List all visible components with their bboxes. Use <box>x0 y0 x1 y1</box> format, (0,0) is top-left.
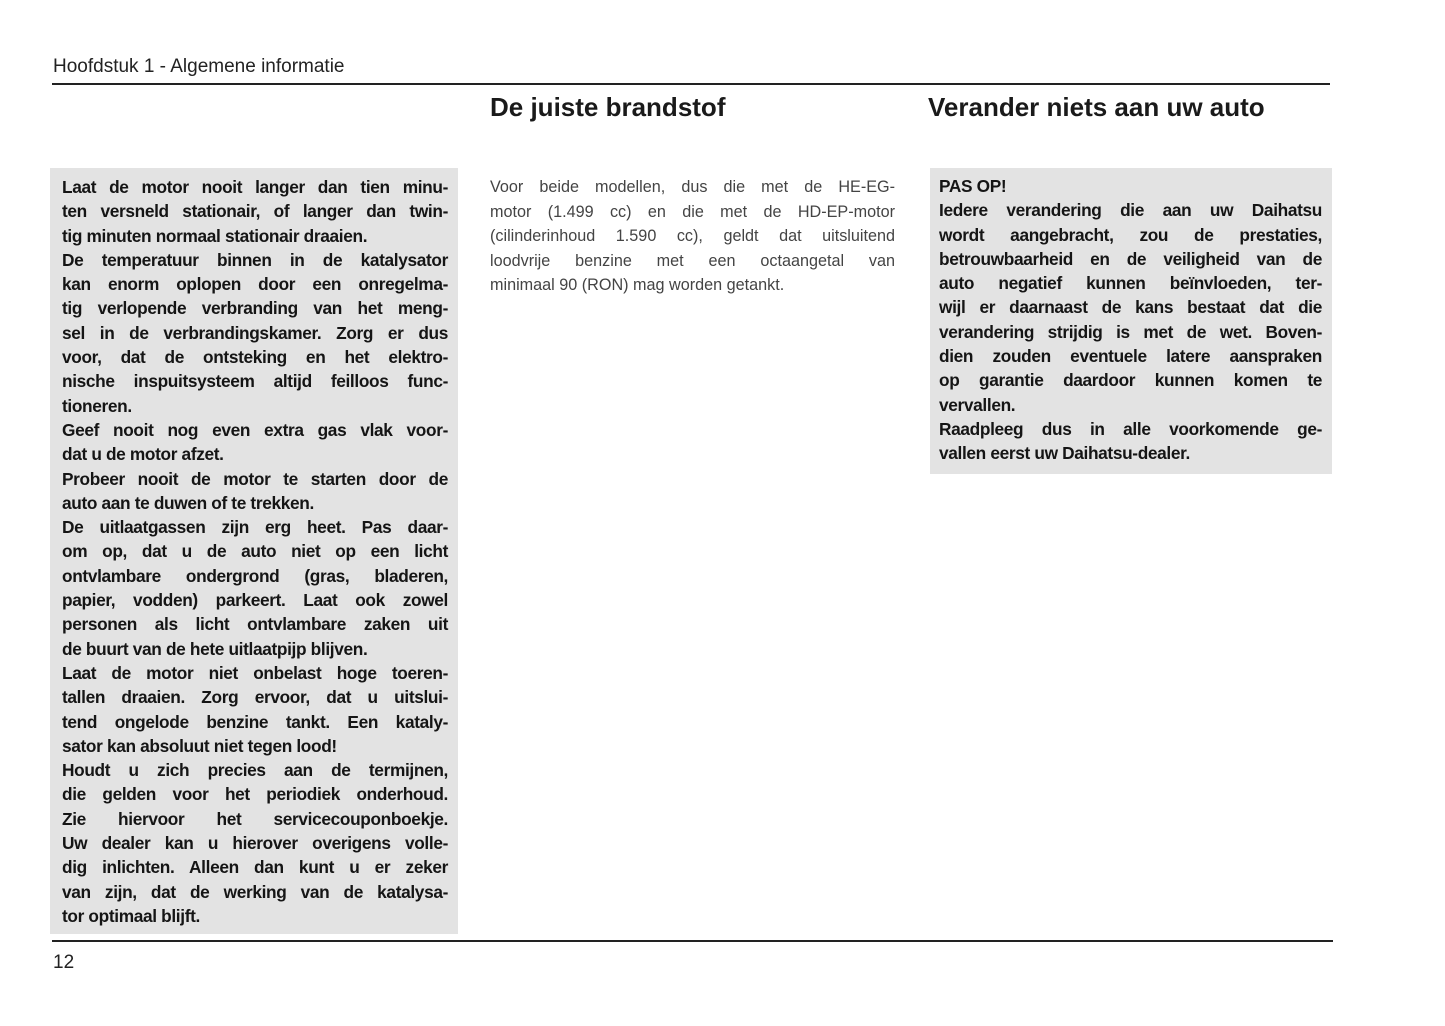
text-line: wijl er daarnaast de kans bestaat dat die <box>939 297 1322 318</box>
text-line: Laat de motor nooit langer dan tien minu- <box>62 177 448 197</box>
chapter-header: Hoofdstuk 1 - Algemene informatie <box>53 56 345 77</box>
text-line: Probeer nooit de motor te starten door de <box>62 468 448 489</box>
text-line: kan enorm oplopen door een onregelma- <box>62 274 448 295</box>
text-line: Raadpleeg dus in alle voorkomende ge- <box>939 418 1322 439</box>
text-line: personen als licht ontvlambare zaken uit <box>62 614 448 635</box>
text-line: tig minuten normaal stationair draaien. <box>62 225 368 246</box>
text-line: de buurt van de hete uitlaatpijp blijven. <box>62 638 368 659</box>
text-line: dig inlichten. Alleen dan kunt u er zeker <box>62 857 448 878</box>
text-line: Iedere verandering die aan uw Daihatsu <box>939 200 1322 221</box>
text-line: sator kan absoluut niet tegen lood! <box>62 735 337 756</box>
text-line: minimaal 90 (RON) mag worden getankt. <box>490 276 785 294</box>
text-line: voor, dat de ontsteking en het elektro- <box>62 347 448 368</box>
text-line: tioneren. <box>62 395 132 416</box>
page-number: 12 <box>53 952 75 973</box>
text-line: sel in de verbrandingskamer. Zorg er dus <box>62 322 448 343</box>
section-title-fuel: De juiste brandstof <box>490 92 726 122</box>
text-line: auto negatief kunnen beïnvloeden, ter- <box>939 273 1322 294</box>
text-line: tend ongelode benzine tankt. Een kataly- <box>62 711 448 732</box>
header-rule <box>52 83 1330 85</box>
text-line: tig verlopende verbranding van het meng- <box>62 298 448 319</box>
text-line: auto aan te duwen of te trekken. <box>62 492 314 513</box>
section-title-modify: Verander niets aan uw auto <box>928 92 1265 122</box>
text-line: nische inspuitsysteem altijd feilloos func- <box>62 371 448 392</box>
text-line: verandering strijdig is met de wet. Boven- <box>939 321 1322 342</box>
text-line: om op, dat u de auto niet op een licht <box>62 541 448 562</box>
text-line: tor optimaal blijft. <box>62 905 200 926</box>
text-line: betrouwbaarheid en de veiligheid van de <box>939 248 1322 269</box>
text-line: De temperatuur binnen in de katalysator <box>62 249 448 270</box>
text-line: vervallen. <box>939 394 1016 415</box>
text-line: loodvrije benzine met een octaangetal van <box>490 251 895 270</box>
text-line: tallen draaien. Zorg ervoor, dat u uitslui- <box>62 687 448 708</box>
text-line: ontvlambare ondergrond (gras, bladeren, <box>62 565 448 586</box>
text-line: wordt aangebracht, zou de prestaties, <box>939 224 1322 245</box>
text-line: (cilinderinhoud 1.590 cc), geldt dat uitsluitend <box>490 227 895 245</box>
text-line: PAS OP! <box>939 176 1007 196</box>
text-line: vallen eerst uw Daihatsu-dealer. <box>939 443 1191 464</box>
text-line: van zijn, dat de werking van de katalysa- <box>62 881 448 902</box>
text-line: die gelden voor het periodiek onderhoud. <box>62 784 448 805</box>
caution-box <box>930 168 1332 474</box>
footer-rule <box>52 940 1333 942</box>
text-line: Zie hiervoor het servicecouponboekje. <box>62 808 448 829</box>
fuel-text <box>490 175 895 298</box>
text-line: Voor beide modellen, dus die met de HE-EG- <box>490 178 895 196</box>
text-line: op garantie daardoor kunnen komen te <box>939 370 1322 391</box>
text-line: dien zouden eventuele latere aanspraken <box>939 346 1322 367</box>
text-line: Geef nooit nog even extra gas vlak voor- <box>62 419 448 440</box>
text-line: motor (1.499 cc) en die met de HD-EP-motor <box>490 202 895 221</box>
text-line: De uitlaatgassen zijn erg heet. Pas daar- <box>62 517 448 538</box>
text-line: dat u de motor afzet. <box>62 444 224 465</box>
text-line: Uw dealer kan u hierover overigens volle- <box>62 833 448 854</box>
text-line: ten versneld stationair, of langer dan twin- <box>62 201 448 222</box>
warning-box <box>50 168 458 934</box>
text-line: papier, vodden) parkeert. Laat ook zowel <box>62 590 448 611</box>
text-line: Laat de motor niet onbelast hoge toeren- <box>62 662 448 683</box>
text-line: Houdt u zich precies aan de termijnen, <box>62 760 448 781</box>
